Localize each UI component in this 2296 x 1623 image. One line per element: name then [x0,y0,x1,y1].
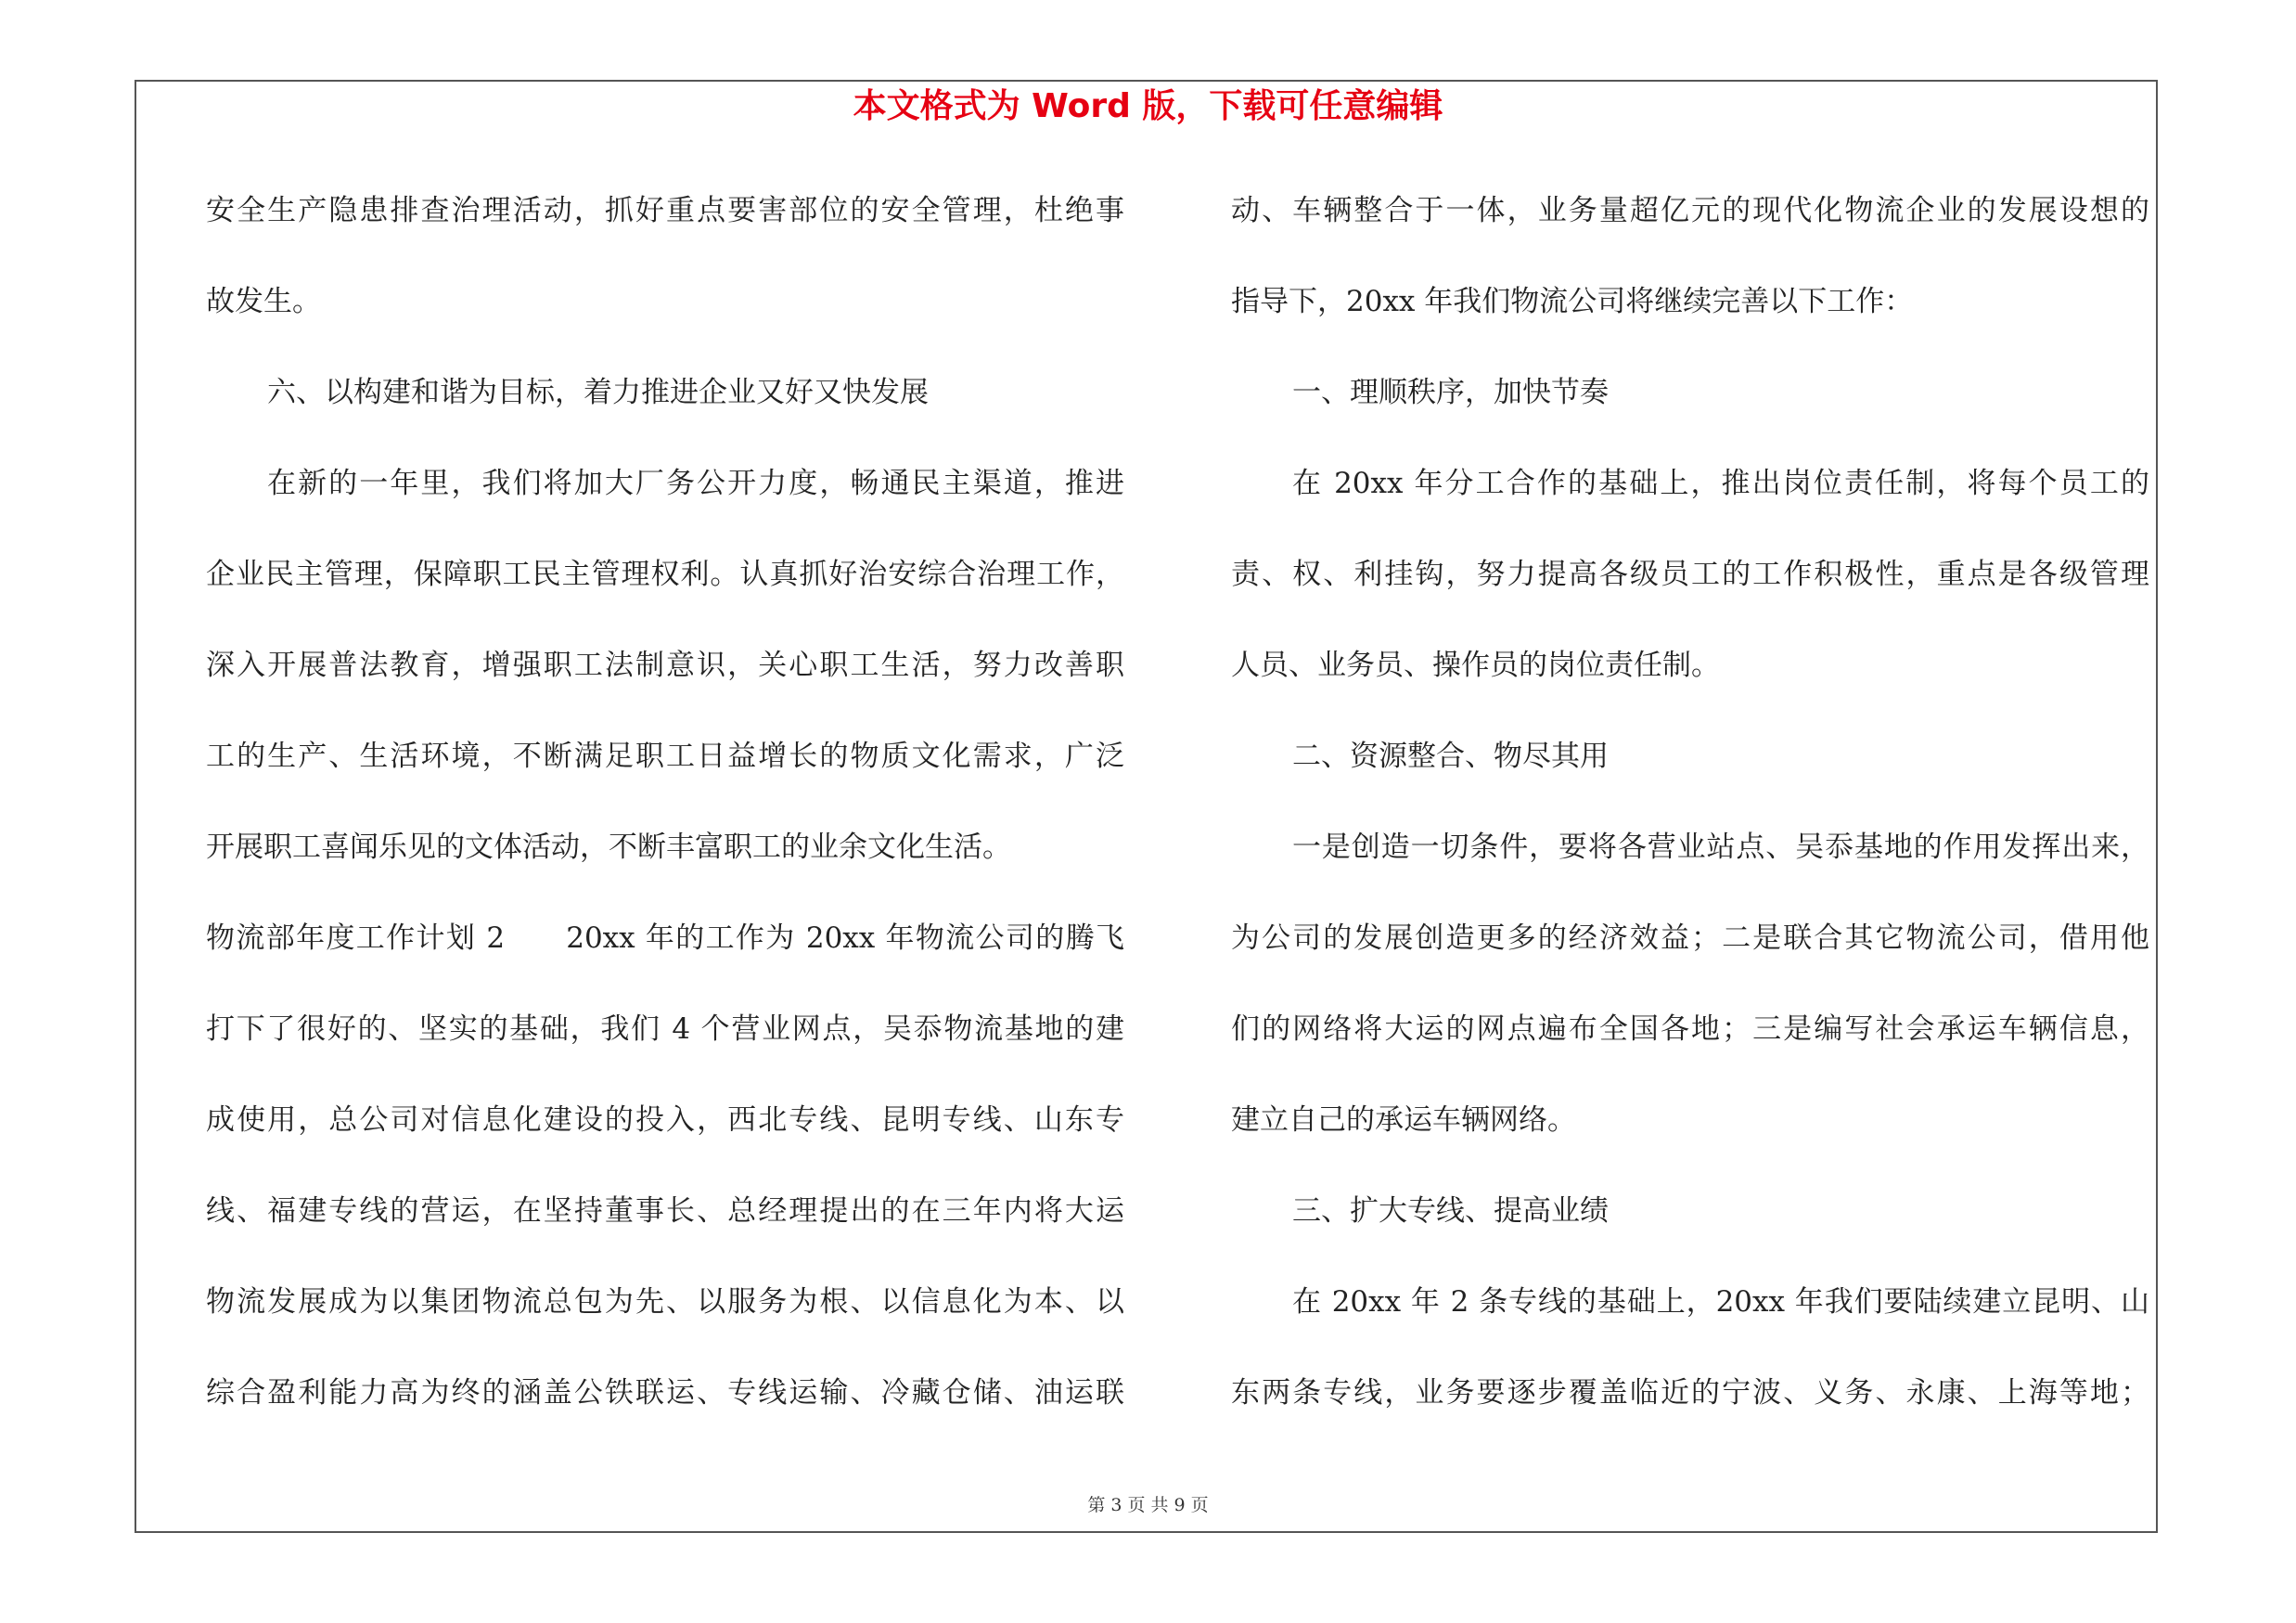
section-heading: 二、资源整合、物尽其用 [1292,740,1609,773]
section-heading: 三、扩大专线、提高业绩 [1292,1194,1609,1228]
right-column [1231,181,2149,1454]
section-heading: 六、以构建和谐为目标，着力推进企业又好又快发展 [267,376,929,409]
paragraph-line: 安全生产隐患排查治理活动，抓好重点要害部位的安全管理，杜绝事 [206,194,1124,227]
section-heading: 一、理顺秩序，加快节奏 [1292,376,1609,409]
paragraph-line: 指导下，20xx 年我们物流公司将继续完善以下工作： [1231,285,1914,318]
left-column [206,181,1124,1454]
paragraph-line: 人员、业务员、操作员的岗位责任制。 [1231,649,1720,682]
paragraph-line: 在新的一年里，我们将加大厂务公开力度，畅通民主渠道，推进 [267,467,1124,500]
format-banner: 本文格式为 Word 版，下载可任意编辑 [853,87,1443,125]
paragraph-line: 东两条专线，业务要逐步覆盖临近的宁波、义务、永康、上海等地； [1231,1376,2149,1410]
paragraph-line: 们的网络将大运的网点遍布全国各地；三是编写社会承运车辆信息， [1231,1012,2149,1046]
paragraph-line: 建立自己的承运车辆网络。 [1231,1103,1576,1137]
paragraph-line: 工的生产、生活环境，不断满足职工日益增长的物质文化需求，广泛 [206,740,1124,773]
page-number: 第 3 页 共 9 页 [1087,1495,1209,1515]
paragraph-line: 深入开展普法教育，增强职工法制意识，关心职工生活，努力改善职 [206,649,1124,682]
paragraph-line: 物流部年度工作计划 2 20xx 年的工作为 20xx 年物流公司的腾飞 [206,921,1124,955]
paragraph-line: 打下了很好的、坚实的基础，我们 4 个营业网点，吴忝物流基地的建 [206,1012,1124,1046]
paragraph-line: 动、车辆整合于一体，业务量超亿元的现代化物流企业的发展设想的 [1231,194,2149,227]
paragraph-line: 在 20xx 年分工合作的基础上，推出岗位责任制，将每个员工的 [1292,467,2149,500]
paragraph-line: 成使用，总公司对信息化建设的投入，西北专线、昆明专线、山东专 [206,1103,1124,1137]
paragraph-line: 为公司的发展创造更多的经济效益；二是联合其它物流公司，借用他 [1231,921,2149,955]
paragraph-line: 综合盈利能力高为终的涵盖公铁联运、专线运输、冷藏仓储、油运联 [206,1376,1124,1410]
paragraph-line: 线、福建专线的营运，在坚持董事长、总经理提出的在三年内将大运 [206,1194,1124,1228]
paragraph-line: 故发生。 [206,285,321,318]
paragraph-line: 在 20xx 年 2 条专线的基础上，20xx 年我们要陆续建立昆明、山 [1292,1285,2149,1319]
paragraph-line: 一是创造一切条件，要将各营业站点、吴忝基地的作用发挥出来， [1292,831,2149,864]
paragraph-line: 责、权、利挂钩，努力提高各级员工的工作积极性，重点是各级管理 [1231,558,2149,591]
paragraph-line: 企业民主管理，保障职工民主管理权利。认真抓好治安综合治理工作， [206,558,1124,591]
paragraph-line: 开展职工喜闻乐见的文体活动，不断丰富职工的业余文化生活。 [206,831,1011,864]
paragraph-line: 物流发展成为以集团物流总包为先、以服务为根、以信息化为本、以 [206,1285,1124,1319]
